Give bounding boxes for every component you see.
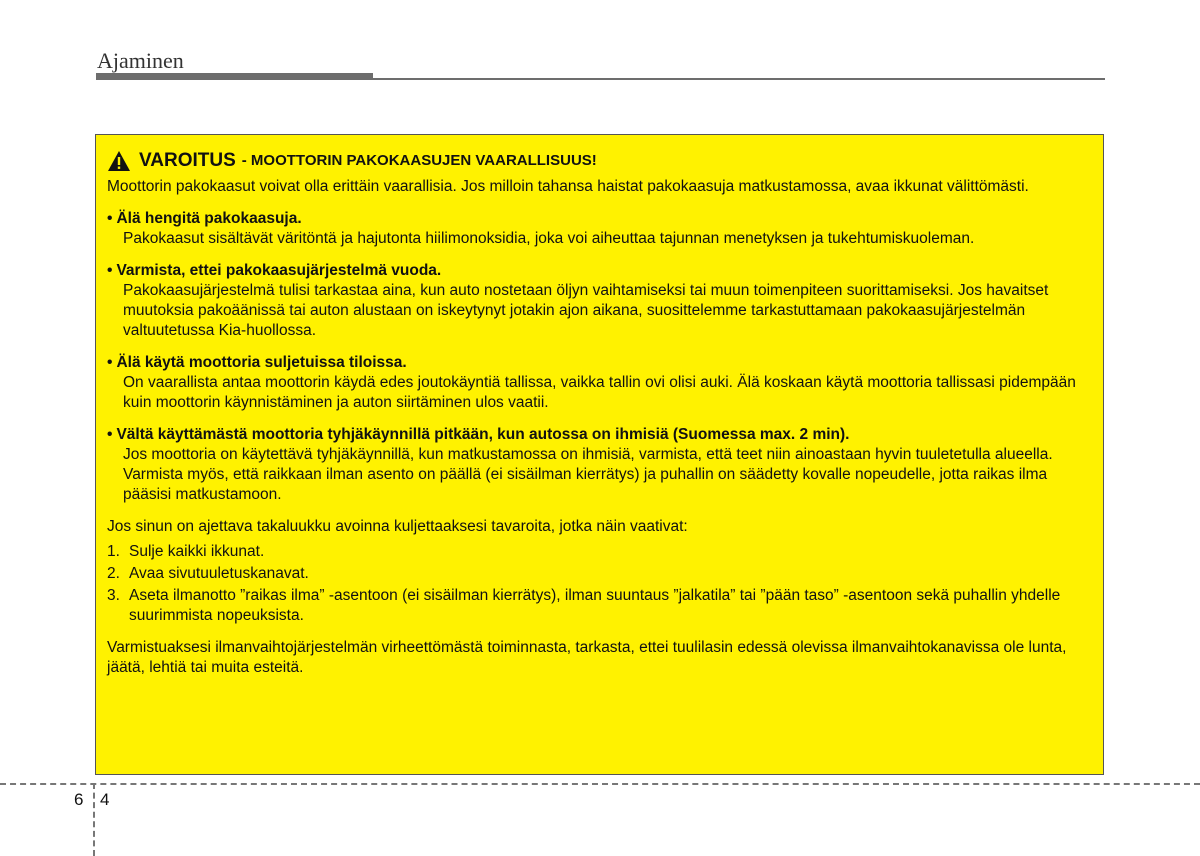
- bullet-item: [107, 261, 1093, 341]
- warning-title-row: [107, 148, 1093, 174]
- page-number: 4: [100, 790, 110, 809]
- list-item: 3. Aseta ilmanotto ”raikas ilma” -asentoon (ei sisäilman kierrätys), ilman suuntaus ”jalkatila” tai ”pään taso” -asentoon sekä puhallin yhdelle suurimmista nopeuksista.: [107, 587, 1061, 624]
- page-chapter: 6: [74, 790, 84, 809]
- header-rule-thin: [373, 78, 1105, 80]
- bullet-item: [107, 209, 1093, 249]
- steps-list: [107, 542, 1093, 626]
- closing-note: Varmistuaksesi ilmanvaihtojärjestelmän virheettömästä toiminnasta, tarkasta, ettei tuulilasin edessä olevissa ilmanvaihtokanavissa ole lunta, jäätä, lehtiä tai muita esteitä.: [107, 639, 1067, 676]
- warning-intro: Moottorin pakokaasut voivat olla erittäin vaarallisia. Jos milloin tahansa haistat pakokaasuja matkustamossa, avaa ikkunat välittömästi.: [107, 178, 1029, 195]
- warning-box: [95, 134, 1104, 775]
- list-item: 2. Avaa sivutuuletuskanavat.: [107, 565, 309, 582]
- list-item: 1. Sulje kaikki ikkunat.: [107, 543, 265, 560]
- footer-divider: [0, 783, 1200, 785]
- warning-subtitle: - MOOTTORIN PAKOKAASUJEN VAARALLISUUS!: [241, 152, 597, 169]
- bullet-item: [107, 353, 1093, 413]
- tailgate-intro: Jos sinun on ajettava takaluukku avoinna kuljettaaksesi tavaroita, jotka näin vaativat:: [107, 518, 688, 535]
- bullet-item: [107, 425, 1093, 505]
- bullet-text: Jos moottoria on käytettävä tyhjäkäynnillä, kun matkustamossa on ihmisiä, varmista, että teet niin ainoastaan hyvin tuuletetulla alueella. Varmista myös, että raikkaan ilman asento on päällä (ei sisäilman kierrätys) ja puhallin on säädetty kovalle nopeudelle, jotta raikas ilma pääsisi matkustamoon.: [123, 446, 1053, 503]
- bullet-text: Pakokaasujärjestelmä tulisi tarkastaa aina, kun auto nostetaan öljyn vaihtamiseksi tai muun toimenpiteen suorittamiseksi. Jos havaitset muutoksia pakoäänissä tai auton alustaan on iskeytynyt jotakin ajon aikana, suosittelemme tarkastuttamaan pakokaasujärjestelmän valtuutetussa Kia-huollossa.: [123, 282, 1049, 339]
- bullet-text: On vaarallista antaa moottorin käydä edes joutokäyntiä tallissa, vaikka tallin ovi olisi auki. Älä koskaan käytä moottoria tallissasi pidempään kuin moottorin käynnistäminen ja auton siirtäminen ulos vaatii.: [123, 374, 1076, 411]
- bullet-heading: • Älä käytä moottoria suljetuissa tiloissa.: [107, 354, 407, 371]
- bullet-heading: • Varmista, ettei pakokaasujärjestelmä vuoda.: [107, 262, 442, 279]
- footer-divider-vertical: [93, 783, 95, 856]
- bullet-heading: • Vältä käyttämästä moottoria tyhjäkäynnillä pitkään, kun autossa on ihmisiä (Suomessa max. 2 min).: [107, 426, 850, 443]
- bullet-text: Pakokaasut sisältävät väritöntä ja hajutonta hiilimonoksidia, joka voi aiheuttaa tajunnan menetyksen ja tukehtumiskuoleman.: [123, 230, 975, 247]
- section-title: Ajaminen: [97, 48, 184, 73]
- warning-triangle-icon: [107, 150, 131, 172]
- header-rule-thick: [96, 73, 373, 80]
- bullet-heading: • Älä hengitä pakokaasuja.: [107, 210, 302, 227]
- warning-title: VAROITUS: [139, 150, 236, 171]
